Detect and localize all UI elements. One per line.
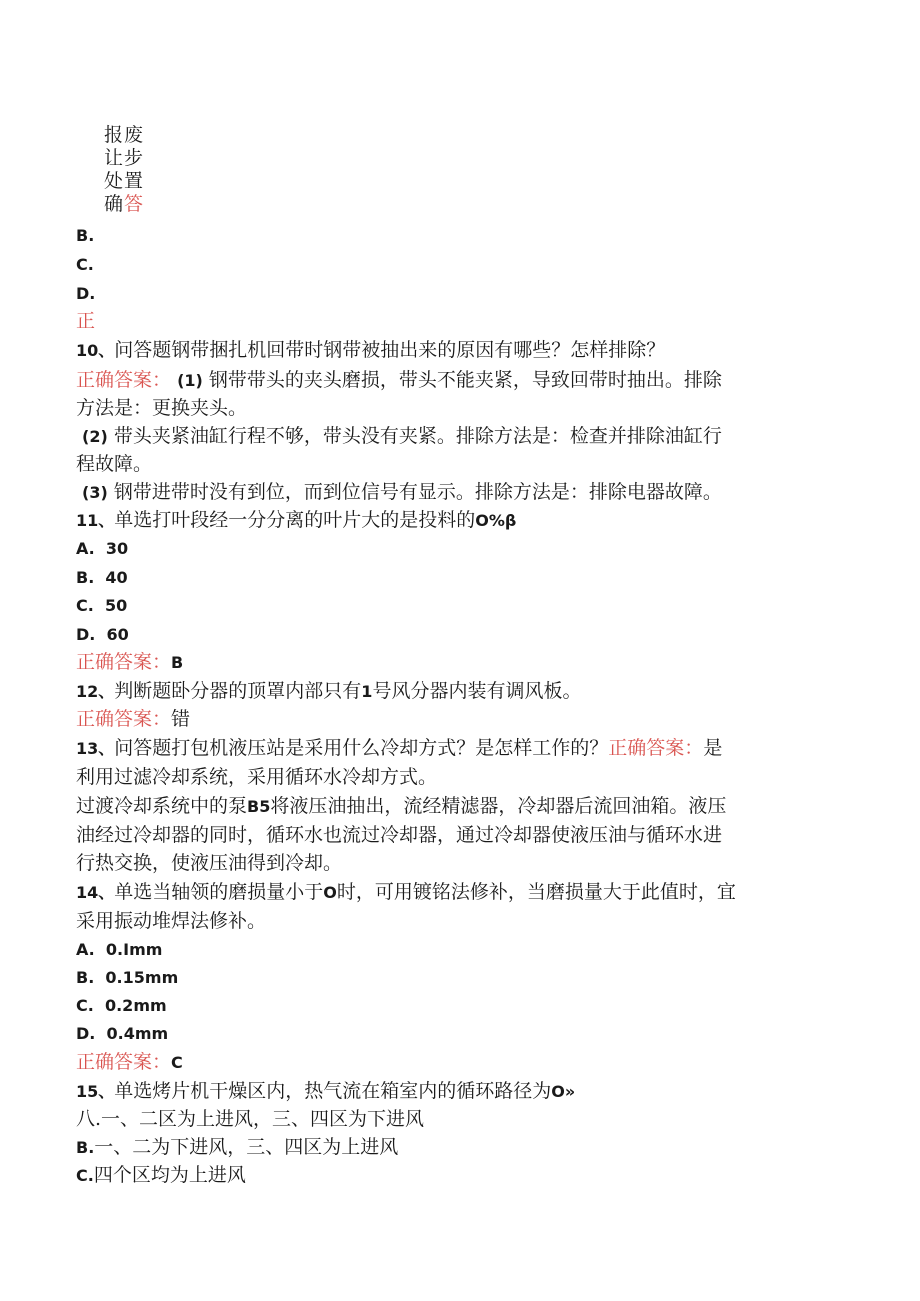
answer-label: 正确答案： [76, 1051, 172, 1073]
question-13: 13、问答题打包机液压站是采用什么冷却方式？是怎样工作的？正确答案：是 [76, 737, 723, 759]
question-10-answer-1: 正确答案： (1) 钢带带头的夹头磨损，带头不能夹紧，导致回带时抽出。排除 [76, 369, 722, 391]
question-14-option-b: B. 0.15mm [76, 968, 179, 987]
question-11: 11、单选打叶段经一分分离的叶片大的是投料的O%β [76, 509, 517, 531]
question-13-answer-line-3: 过渡冷却系统中的泵B5将液压油抽出，流经精滤器，冷却器后流回油箱。液压 [76, 795, 727, 817]
question-15: 15、单选烤片机干燥区内，热气流在箱室内的循环路径为O» [76, 1080, 576, 1102]
question-12: 12、判断题卧分器的顶罩内部只有1号风分器内装有调风板。 [76, 680, 582, 702]
question-10-answer-2-cont: 程故障。 [76, 453, 153, 475]
question-11-option-a: A. 30 [76, 539, 129, 558]
answer-label: 正确答案： [76, 708, 172, 730]
top-fragment-columns [104, 124, 144, 216]
fragment-row: 处置 [104, 170, 145, 192]
question-10-answer-3: (3) 钢带进带时没有到位，而到位信号有显示。排除方法是：排除电器故障。 [82, 481, 722, 503]
question-14: 14、单选当轴领的磨损量小于O时，可用镀铭法修补，当磨损量大于此值时，宜 [76, 881, 736, 903]
question-10-answer-2: (2) 带头夹紧油缸行程不够，带头没有夹紧。排除方法是：检查并排除油缸行 [82, 425, 722, 447]
fragment-row: 确答 [104, 193, 145, 215]
fragment-option-d: D. [76, 284, 96, 303]
question-15-option-c: C.四个区均为上进风 [76, 1164, 246, 1186]
question-14-option-c: C. 0.2mm [76, 996, 167, 1015]
question-15-option-b: B.一、二为下进风，三、四区为上进风 [76, 1136, 399, 1158]
fragment-correct-label: 正 [76, 310, 96, 332]
fragment-row: 报废 [104, 124, 145, 146]
question-11-option-c: C. 50 [76, 596, 128, 615]
question-14-option-d: D. 0.4mm [76, 1024, 169, 1043]
question-14-line-2: 采用振动堆焊法修补。 [76, 910, 267, 932]
question-13-answer-line-2: 利用过滤冷却系统，采用循环水冷却方式。 [76, 766, 438, 788]
question-13-answer-line-4: 油经过冷却器的同时，循环水也流过冷却器，通过冷却器使液压油与循环水进 [76, 824, 723, 846]
question-10: 10、问答题钢带捆扎机回带时钢带被抽出来的原因有哪些？怎样排除？ [76, 339, 666, 361]
question-14-answer: 正确答案：C [76, 1051, 183, 1073]
fragment-option-c: C. [76, 255, 94, 274]
question-11-option-b: B. 40 [76, 568, 128, 587]
question-13-answer-line-5: 行热交换，使液压油得到冷却。 [76, 852, 343, 874]
question-11-option-d: D. 60 [76, 625, 129, 644]
question-15-option-a: 八.一、二区为上进风，三、四区为下进风 [76, 1108, 425, 1130]
fragment-option-b: B. [76, 226, 95, 245]
fragment-row: 让步 [104, 147, 145, 169]
question-12-answer: 正确答案：错 [76, 708, 191, 730]
question-10-answer-1-cont: 方法是：更换夹头。 [76, 397, 248, 419]
question-14-option-a: A. 0.Imm [76, 940, 163, 959]
answer-label: 正确答案： [76, 369, 172, 391]
answer-label: 正确答案： [76, 651, 172, 673]
answer-label: 正确答案： [608, 737, 704, 759]
question-11-answer: 正确答案：B [76, 651, 184, 673]
